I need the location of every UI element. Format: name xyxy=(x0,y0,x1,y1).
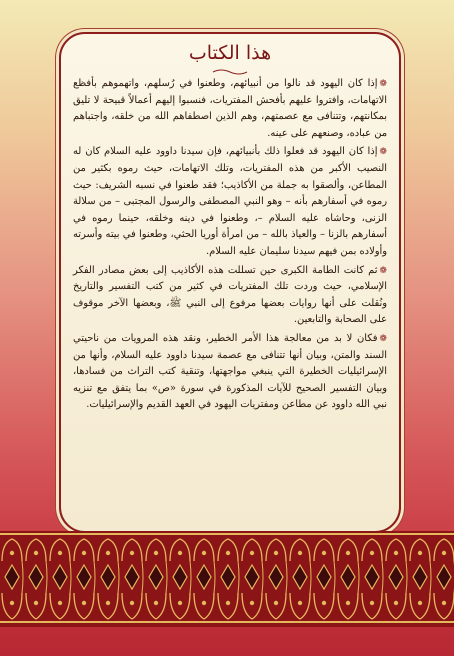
bullet-icon: ❁ xyxy=(379,147,387,158)
paragraph-text: ثم كانت الطامة الكبرى حين تسللت هذه الأكاذيب إلى بعض مصادر الفكر الإسلامي، حيث وردت تلك المفتريات في كثير من كتب التفسير والتاريخ ونُقلت على أنها روايات بعضها مرفوع إلى النبي ﷺ، وبعضها الآخر موقوف على الصحابة والتابعين. xyxy=(73,264,387,326)
text-panel xyxy=(59,32,401,533)
body-text xyxy=(73,76,387,523)
paragraph-4 xyxy=(73,331,387,414)
paragraph-text: فكان لا بد من معالجة هذا الأمر الخطير، ونقد هذه المرويات من ناحيتي السند والمتن، وبيان أنها تتنافى مع عصمة سيدنا داوود عليه السلام، وأنها من الإسرائيليات الخطيرة التي ينبغي مواجهتها، وتنقية كتب التراث من فسادها، وبيان التفسير الصحيح للآيات المذكورة في سورة «ص» بما يتفق مع تنزيه نبي الله داوود عن مطاعن ومفتريات اليهود في العهد القديم والإسرائيليات. xyxy=(73,332,387,411)
arabesque-pattern-icon xyxy=(0,531,454,627)
page-title: هذا الكتاب xyxy=(188,42,272,64)
paragraph-3 xyxy=(73,263,387,329)
bullet-icon: ❁ xyxy=(379,265,387,276)
decorative-border-band xyxy=(0,531,454,627)
paragraph-text: إذا كان اليهود قد نالوا من أنبيائهم، وطعنوا في رُسلهم، واتهموهم بأفظع الاتهامات، وافتروا عليهم بأفحش المفتريات، فنسبوا إليهم أعمالاً قبيحة لا تليق بمكانتهم، وتتنافى مع عصمتهم، وهم الذين اصطفاهم الله من خلقه، واجتباهم من عباده، وصنعهم على عينه. xyxy=(73,78,387,139)
title-ornament-icon xyxy=(211,68,249,76)
bullet-icon: ❁ xyxy=(379,333,387,344)
paragraph-text: إذا كان اليهود قد فعلوا ذلك بأنبيائهم، فإن سيدنا داوود عليه السلام كان له النصيب الأكبر من هذه المفتريات، وتلك الاتهامات، حيث رموه بكثير من المطاعن، وألصقوا به جملة من الأكاذيب؛ فقد طعنوا في نسبه الشريف: حيث رموه في أسفارهم بأنه – وهو النبي المصطفى والرسول المجتبى – من سلالة الزنى، وحاشاه عليه السلام –، وطعنوا في دينه وخلقه، حينما رموه في أسفارهم بالزنا – والعياذ بالله – من امرأة أوريا الحثي، وطعنوا في بيته وأسرته وأولاده بمن فيهم سيدنا سليمان عليه السلام. xyxy=(73,146,387,257)
bullet-icon: ❁ xyxy=(379,79,387,89)
paragraph-2 xyxy=(73,144,387,260)
paragraph-1 xyxy=(73,76,387,142)
